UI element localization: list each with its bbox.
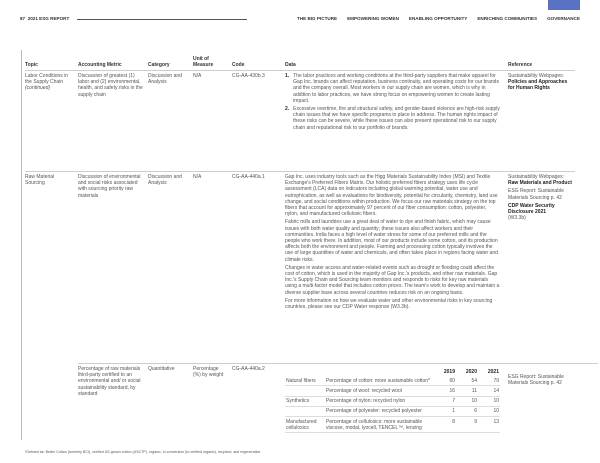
value-cell: 9 (456, 417, 478, 433)
top-nav (297, 16, 580, 22)
row-rule (25, 171, 575, 172)
row1-category: Discussion and Analysis (148, 73, 182, 86)
group-cell (285, 406, 325, 416)
value-cell: 13 (478, 417, 500, 433)
row1-topic: Labor Conditions in the Supply Chain (continued) (25, 73, 69, 92)
row2-unit: N/A (193, 174, 202, 180)
raw-materials-link[interactable]: Raw Materials and Product (508, 180, 572, 187)
col-data: Data (285, 62, 296, 68)
cdp-water-link[interactable]: CDP Water Security Disclosure 2021 (508, 202, 555, 216)
row1-unit: N/A (193, 73, 202, 79)
row2-topic: Raw Material Sourcing (25, 174, 55, 187)
nav-big-picture[interactable]: THE BIG PICTURE (297, 15, 338, 21)
page-number: 87 (20, 15, 26, 21)
table-row (285, 386, 500, 396)
row1-data: 1. The labor practices and working conditions at the third-party suppliers that make apparel for Gap Inc. brands can affect reputation, business continuity, and operating costs for our brands and the company overall. Most workers in our supply chain are women, which is why in addition to labor practices, we have strong focus on empowering women to create lasting impact. 2. Excessive overtime, fire and structural safety, and gender-based violence are high-risk supply chain issues that we have specific programs in place to address. The human rights impact of these risks can be severe, while these issues can also present operational risk to our supply chain and reputational risk to our portfolio of brands. (285, 73, 500, 131)
col-metric: Accounting Metric (78, 62, 122, 68)
value-cell: 11 (456, 386, 478, 396)
value-cell: 54 (456, 376, 478, 386)
value-cell: 8 (434, 417, 456, 433)
row3-category: Quantitative (148, 366, 175, 372)
esg-report-link[interactable]: ESG Report: Sustainable Materials Sourcing p. 42 (508, 188, 564, 201)
table-row (285, 417, 500, 433)
group-cell: Manufactured cellulosics (285, 417, 325, 433)
value-cell: 10 (478, 406, 500, 416)
row-rule (78, 363, 598, 364)
value-cell: 10 (478, 396, 500, 406)
row2-reference: Sustainability Webpages: Raw Materials and Product ESG Report: Sustainable Materials Sourcing p. 42 CDP Water Security Disclosure 2021 (W3.3b) (508, 174, 572, 222)
label-cell: Percentage of cotton: more sustainable cotton* (325, 376, 434, 386)
group-cell: Natural fibers (285, 376, 325, 386)
value-cell: 1 (434, 406, 456, 416)
human-rights-link[interactable]: Policies and Approaches for Human Rights (508, 79, 568, 92)
table-row (285, 396, 500, 406)
row1-reference: Sustainability Webpages: Policies and Approaches for Human Rights (508, 73, 568, 92)
value-cell: 10 (456, 396, 478, 406)
page-header (20, 15, 580, 23)
col-unit: Unit of Measure (193, 56, 214, 69)
footnote: *Defined as: Better Cotton (formerly BCI), verified US-grown cotton (USCTP), organic, in-conversion (to verified organic), recycled, and regenerative. (25, 450, 262, 454)
row3-code: CG-AA-440a.2 (232, 366, 265, 372)
row2-data: Gap Inc. uses industry tools such as the Higg Materials Sustainability Index (MSI) and Textile Exchange's Preferred Fibers Matrix. Our holistic preferred fibers strategy uses life cycle assessment (LCA) data on indicators including global warming potential, water use and eutrophication, as well as evaluations for biodiversity, potential for circularity, chemistry, land use change, and social conditions within production. We focus our raw materials strategy on the top fibers that account for approximately 97 percent of our fiber consumption: cotton, polyester, nylon, and manufactured cellulosic fibers. Fabric mills and laundries use a great deal of water to dye and finish fabric, which may cause issues with both water quality and quantity; these issues also affect workers and their communities. India faces a high level of water stress for some of our preferred mills and the people who work there. In addition, most of our products include some cotton, and its production affects both the environment and people. Farming and processing cotton typically involves the use of large quantities of water and chemicals, and often takes place in regions facing water and climate risks. Changes in water access and water-related events such as drought or flooding could affect the cost of cotton, which is used in the majority of Gap Inc.'s products, and other raw materials. Gap Inc.'s Supply Chain and Sourcing team monitors and responds to risks for key raw materials using a multi-factor model that includes cotton prices. The team's work to develop and maintain a diverse supplier base across several countries reduces risk on an ongoing basis. For more information on how we evaluate water and other environmental risks in key sourcing countries, please see our CDP Water response (W3.3b). (285, 174, 500, 311)
header-divider (77, 19, 247, 20)
section-tab-marker (548, 0, 580, 10)
value-cell: 6 (456, 406, 478, 416)
value-cell: 79 (478, 376, 500, 386)
col-topic: Topic (25, 62, 38, 68)
row3-metric: Percentage of raw materials third-party certified to an environmental and/ or social sustainability standard, by standard (78, 366, 141, 397)
header-rule (25, 70, 575, 71)
table-row (285, 406, 500, 416)
group-cell: Synthetics (285, 396, 325, 406)
row1-code: CG-AA-430b.3 (232, 73, 265, 79)
table-row (285, 376, 500, 386)
value-cell: 60 (434, 376, 456, 386)
col-category: Category (148, 62, 170, 68)
group-cell (285, 386, 325, 396)
nav-enabling-opportunity[interactable]: ENABLING OPPORTUNITY (408, 15, 468, 21)
report-title: 2021 ESG REPORT (27, 15, 70, 21)
label-cell: Percentage of cellulosics: more sustainable viscose, modal, lyocell, TENCEL™, lenzing (325, 417, 434, 433)
table-left-border (21, 50, 22, 440)
col-code: Code (232, 62, 245, 68)
value-cell: 7 (434, 396, 456, 406)
row3-unit: Percentage (%) by weight (193, 366, 224, 379)
materials-table: 2019 2020 2021 Natural fibers Percentage of cotton: more sustainable cotton* 60 54 79 Percentage of wool: recycled wool 16 11 14 Synthetics Percentage of nylon: recycled nylon 7 10 10 Percentage of polyester: recycled polyester 1 6 10 Manufactured cellulosics Percentage of cellulosics: more sustainable viscose, modal, lyocell, TENCEL™, lenzing 8 9 13 (285, 368, 500, 433)
row2-code: CG-AA-440a.1 (232, 174, 265, 180)
value-cell: 16 (434, 386, 456, 396)
nav-governance[interactable]: GOVERNANCE (547, 15, 580, 21)
row1-metric: Discussion of greatest (1) labor and (2) environmental, health, and safety risks in the supply chain (78, 73, 143, 98)
nav-empowering-women[interactable]: EMPOWERING WOMEN (347, 15, 399, 21)
row3-reference[interactable]: ESG Report: Sustainable Materials Sourcing p. 42 (508, 374, 564, 387)
value-cell: 14 (478, 386, 500, 396)
col-reference: Reference (508, 62, 533, 68)
row2-metric: Discussion of environmental and social risks associated with sourcing priority raw materials (78, 174, 141, 199)
label-cell: Percentage of wool: recycled wool (325, 386, 434, 396)
label-cell: Percentage of polyester: recycled polyester (325, 406, 434, 416)
nav-enriching-communities[interactable]: ENRICHING COMMUNITIES (477, 15, 538, 21)
label-cell: Percentage of nylon: recycled nylon (325, 396, 434, 406)
row2-category: Discussion and Analysis (148, 174, 182, 187)
